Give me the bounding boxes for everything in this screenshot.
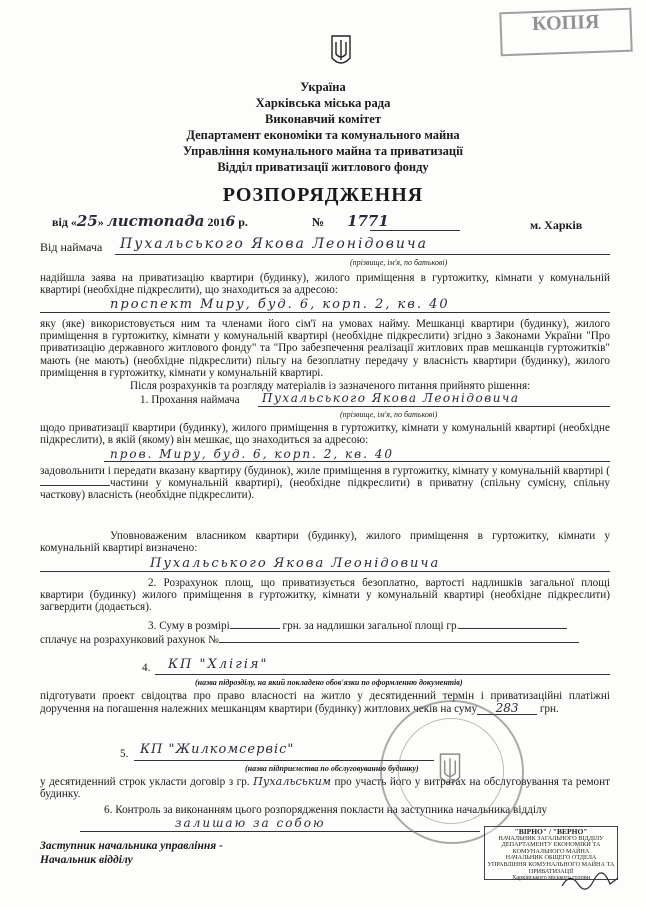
paragraph-use-terms: яку (яке) використовується ним та членами його сім'ї на умовах найму. Мешканці квартири (будинку), жилого приміщення в гуртожитку, кімнати у комунальній квартирі (необхідне підкреслити) згідно з Законами України "Про приватизацію державного житлового фонду" та "Про забезпечення реалізації житлових прав мешканців гуртожитків" мають (не мають) (необхідне підкреслити) пільгу на безоплатну передачу у власність квартири (будинку), жилого приміщення в гуртожитку, кімнати у комунальній квартирі. <box>40 318 610 379</box>
owner-name: Пухальського Якова Леонідовича <box>150 556 441 571</box>
city: м. Харків <box>530 218 583 232</box>
tenant-label: Від наймача <box>40 240 103 254</box>
trident-coat-of-arms-icon <box>330 34 352 68</box>
tenant-name: Пухальського Якова Леонідовича <box>120 236 428 252</box>
header-administration: Управління комунального майна та приватизації <box>182 144 464 158</box>
paragraph-privatization: щодо приватизації квартири (будинку), жилого приміщення в гуртожитку, кімнати у комунальній квартирі (необхідне підкреслити), в якій (якому) він мешкає, що знаходиться за адресою: <box>40 422 610 447</box>
item1-caption: (прізвище, ім'я, по батькові) <box>340 410 438 419</box>
header-department: Департамент економіки та комунального майна <box>186 128 460 142</box>
order-number: № 1771 <box>312 212 389 230</box>
seal-trident-icon <box>436 752 464 788</box>
item5-label: 5. <box>120 748 129 760</box>
item5-caption: (назва підприємства по обслуговуванню будинку) <box>245 764 419 773</box>
tenant-caption: (прізвище, ім'я, по батькові) <box>350 258 448 267</box>
header-council: Харківська міська рада <box>255 96 391 110</box>
item4-name: КП "Хлігія" <box>168 657 269 672</box>
item4-caption: (назва підрозділу, на який покладено обов'язки по оформленню документів) <box>195 678 463 687</box>
paragraph-certificate: підготувати проект свідоцтва про право власності на житло у десятиденний термін і приватизаційні платіжні доручення на погашення належних мешканцям квартири (будинку) житлових чеків на суму 283 грн. <box>40 690 610 716</box>
paragraph-owner: Уповноваженим власником квартири (будинку), жилого приміщення в гуртожитку, кімнати у комунальній квартирі визначено: <box>40 530 610 555</box>
copy-stamp: КОПІЯ <box>499 8 632 57</box>
item3-sum: 3. Суму в розмірі грн. за надлишки загальної площі гр. <box>148 620 567 632</box>
header-division: Відділ приватизації житлового фонду <box>217 160 429 174</box>
paragraph-decision: Після розрахунків та розгляду матеріалів із зазначеного питання прийнято рішення: <box>130 380 531 392</box>
item4-label: 4. <box>142 662 151 674</box>
signature-scribble-icon <box>560 870 620 894</box>
item5-name: КП "Жилкомсервіс" <box>140 742 295 757</box>
document-title: РОЗПОРЯДЖЕННЯ <box>222 184 424 206</box>
date-line: від «25» листопада 2016 р. <box>52 212 248 230</box>
control-handwritten: залишаю за собою <box>175 816 326 830</box>
paragraph-application: надійшла заява на приватизацію квартири (будинку), жилого приміщення в гуртожитку, кімнати у комунальній квартирі (необхідне підкреслити), що знаходиться за адресою: <box>40 272 610 297</box>
certification-stamp: "ВІРНО" / "ВЕРНО" НАЧАЛЬНИК ЗАГАЛЬНОГО ВІДДІЛУ ДЕПАРТАМЕНТУ ЕКОНОМІКИ ТА КОМУНАЛЬНОГО МАЙНА НАЧАЛЬНИК ОБЩЕГО ОТДЕЛА УПРАВЛІННЯ КОМУНАЛЬНОГО МАЙНА ТА ПРИВАТИЗАЦІЇ Харківського міського голови <box>484 826 618 880</box>
signature-title-2: Начальник відділу <box>40 854 133 866</box>
paragraph-agreement: у десятиденний строк укласти договір з гр. Пухальським про участь його у витратах на обслуговування та ремонт будинку. <box>40 775 611 801</box>
item1-name: Пухальського Якова Леонідовича <box>262 391 520 405</box>
header-country: Україна <box>300 80 346 94</box>
item3-account: сплачує на розрахунковий рахунок № <box>40 634 579 646</box>
paragraph-area-calc: 2. Розрахунок площ, що приватизується безоплатно, вартості надлишків загальної площі квартири (будинку) жилого приміщення в гуртожитку, кімнати у комунальній квартирі (необхідне підкреслити) загвердити (додається). <box>40 577 610 614</box>
paragraph-transfer: задовольнити і передати вказану квартиру (будинок), жиле приміщення в гуртожитку, кімнату у комунальній квартирі (частини у комунальній квартирі), (необхідне підкреслити) в приватну (спільну сумісну, спільну часткову) власність (необхідне підкреслити). <box>40 465 610 502</box>
address-handwritten: проспект Миру, буд. 6, корп. 2, кв. 40 <box>110 297 450 312</box>
signature-title-1: Заступник начальника управління - <box>40 840 223 852</box>
item1-label: 1. Прохання наймача <box>140 394 240 406</box>
header-committee: Виконавчий комітет <box>265 112 381 126</box>
paragraph-control: 6. Контроль за виконанням цього розпорядження покласти на заступника начальника відділу <box>104 804 548 816</box>
address2-handwritten: пров. Миру, буд. 6, корп. 2, кв. 40 <box>110 447 395 461</box>
